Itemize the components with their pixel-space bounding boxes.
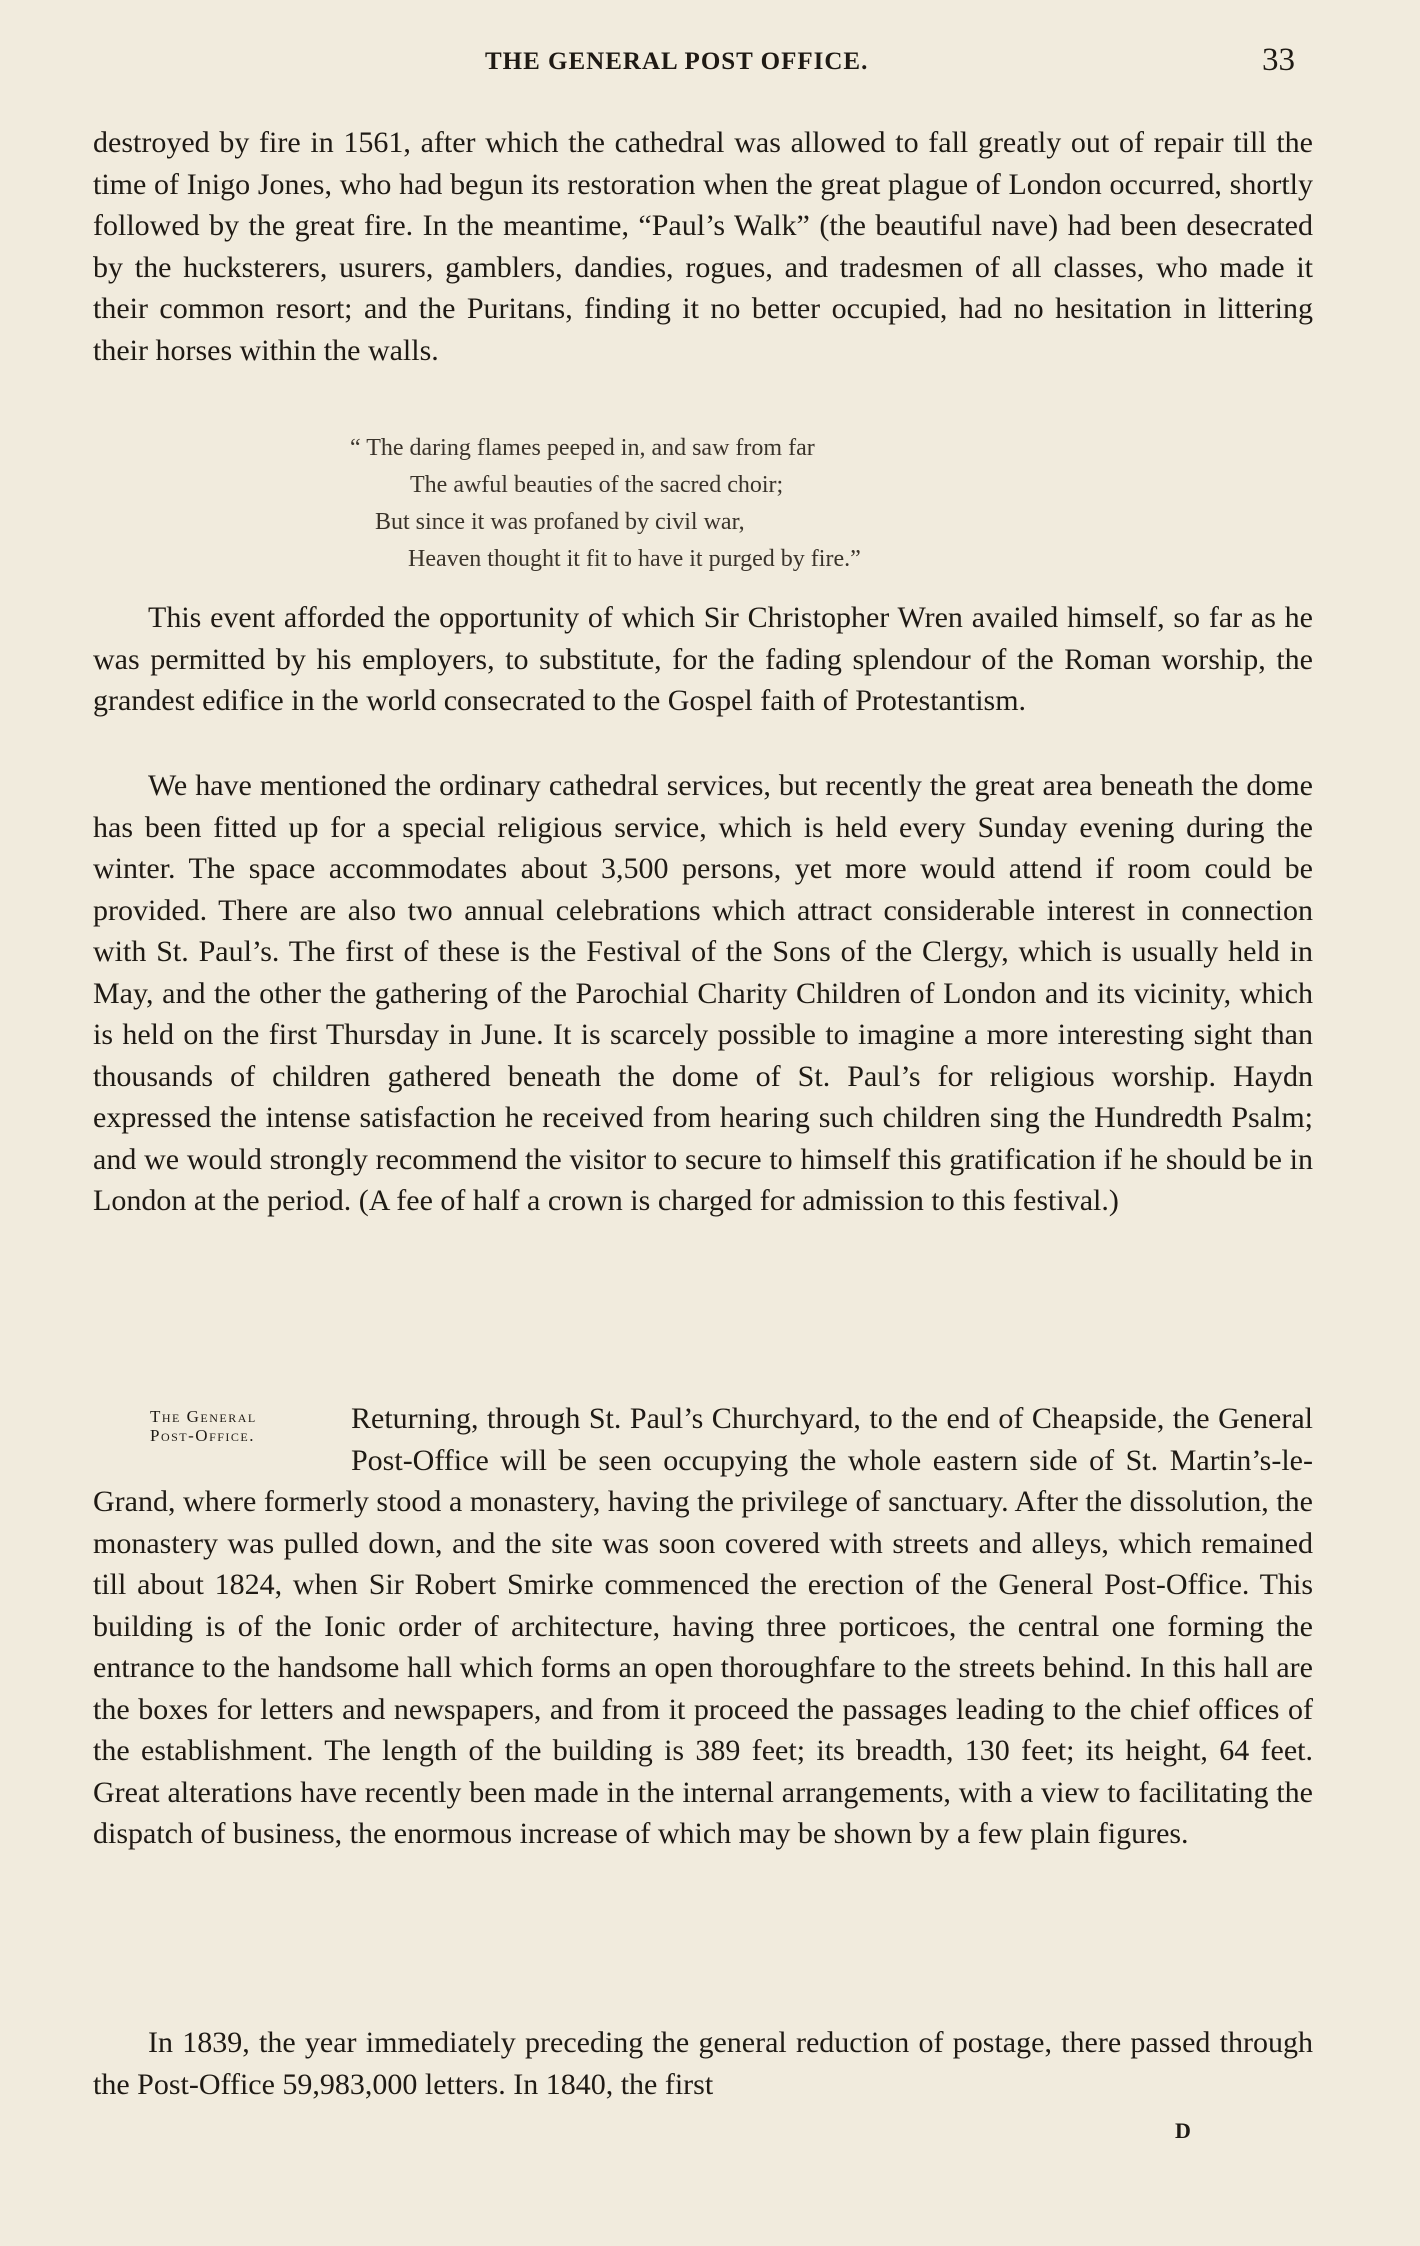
page-number: 33 [1262, 42, 1295, 78]
sidenote-line-1: The General [150, 1407, 257, 1426]
paragraph-fire-history: destroyed by fire in 1561, after which the cathedral was allowed to fall greatly out of repair till the time of Inigo Jones, who had begun its restoration when the great plague of London occurred, shortly followed by the great fire. In the meantime, “Paul’s Walk” (the beautiful nave) had been desecrated by the hucksterers, usurers, gamblers, dandies, rogues, and tradesmen of all classes, who made it their common resort; and the Puritans, finding it no better occupied, had no hesitation in littering their horses within the walls. [93, 126, 1313, 367]
sidenote-spacer [93, 1398, 351, 1478]
paragraph-services: We have mentioned the ordinary cathedral services, but recently the great area beneath the dome has been fitted up for a special religious service, which is held every Sunday evening during the winter. The space accommodates about 3,500 persons, yet more would attend if room could be provided. There are also two annual celebrations which attract considerable interest in connection with St. Paul’s. The first of these is the Festival of the Sons of the Clergy, which is usually held in May, and the other the gathering of the Parochial Charity Children of London and its vicinity, which is held on the first Thursday in June. It is scarcely possible to imagine a more interesting sight than thousands of children gathered beneath the dome of St. Paul’s for religious worship. Haydn expressed the intense satisfaction he received from hearing such children sing the Hundredth Psalm; and we would strongly recommend the visitor to secure to himself this gratification if he should be in London at the period. (A fee of half a crown is charged for admission to this festival.) [93, 769, 1313, 1217]
page-header [0, 42, 1420, 82]
sidenote-line-2: Post-Office. [150, 1426, 255, 1445]
running-head: THE GENERAL POST OFFICE. [485, 48, 869, 75]
paragraph-post-office-text: Returning, through St. Paul’s Churchyard, to the end of Cheapside, the General Post-Office will be seen occupying the whole eastern side of St. Martin’s-le-Grand, where formerly stood a monastery, having the privilege of sanctuary. After the dissolution, the monastery was pulled down, and the site was soon covered with streets and alleys, which remained till about 1824, when Sir Robert Smirke commenced the erection of the General Post-Office. This building is of the Ionic order of architecture, having three porticoes, the central one forming the entrance to the handsome hall which forms an open thoroughfare to the streets behind. In this hall are the boxes for letters and newspapers, and from it proceed the passages leading to the chief offices of the establishment. The length of the building is 389 feet; its breadth, 130 feet; its height, 64 feet. Great alterations have recently been made in the internal arrangements, with a view to facilitating the dispatch of business, the enormous increase of which may be shown by a few plain figures. [93, 1402, 1313, 1850]
paragraph-letters-1839: In 1839, the year immediately preceding the general reduction of postage, there passed through the Post-Office 59,983,000 letters. In 1840, the first [93, 2026, 1313, 2101]
paragraph-post-office [93, 1398, 1313, 1855]
verse-line-3: But since it was profaned by civil war, [375, 509, 745, 535]
verse-line-1: “ The daring flames peeped in, and saw from far [350, 435, 815, 461]
verse-line-2: The awful beauties of the sacred choir; [410, 472, 784, 498]
paragraph-wren: This event afforded the opportunity of which Sir Christopher Wren availed himself, so far as he was permitted by his employers, to substitute, for the fading splendour of the Roman worship, the grandest edifice in the world consecrated to the Gospel faith of Protestantism. [93, 601, 1313, 717]
signature-mark: D [1175, 2118, 1193, 2143]
verse-line-4: Heaven thought it fit to have it purged by fire.” [408, 546, 861, 572]
